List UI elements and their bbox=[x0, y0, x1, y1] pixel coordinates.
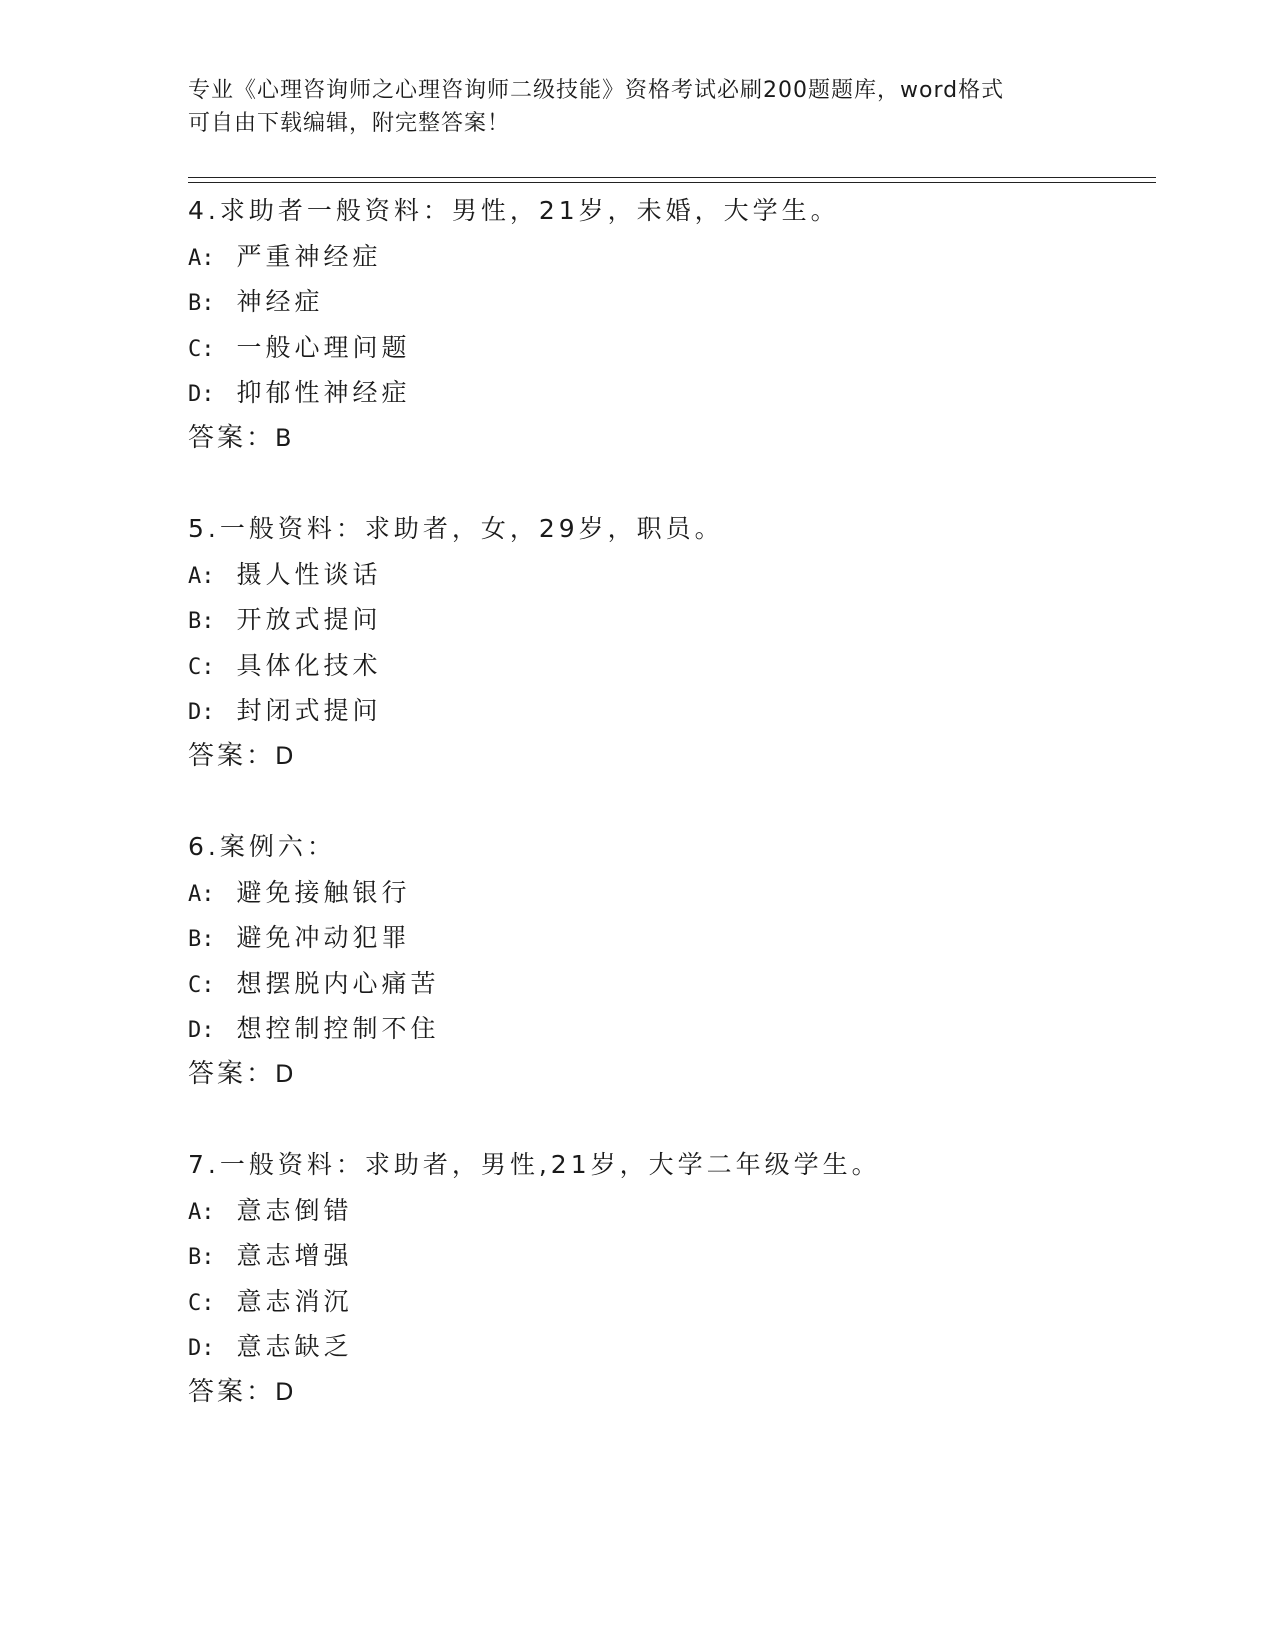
option-text: 想摆脱内心痛苦 bbox=[236, 968, 440, 998]
option-letter: A: bbox=[188, 245, 215, 271]
option-text: 想控制控制不住 bbox=[236, 1014, 440, 1043]
option-letter: D: bbox=[188, 1018, 215, 1043]
answer-label: 答案： bbox=[188, 1058, 276, 1089]
option-letter: C: bbox=[188, 972, 215, 998]
option-b bbox=[188, 279, 1156, 325]
answer-line bbox=[188, 1052, 1156, 1098]
option-text: 封闭式提问 bbox=[236, 696, 382, 725]
option-text: 开放式提问 bbox=[236, 605, 382, 634]
question-stem: 5.一般资料：求助者，女，29岁，职员。 bbox=[188, 514, 724, 543]
header-title-line-1: 专业《心理咨询师之心理咨询师二级技能》资格考试必刷200题题库，word格式 bbox=[188, 78, 1005, 103]
question-stem: 4.求助者一般资料：男性，21岁，未婚，大学生。 bbox=[188, 196, 840, 225]
option-text: 意志消沉 bbox=[236, 1286, 353, 1316]
option-a bbox=[188, 234, 1156, 280]
option-a bbox=[188, 1188, 1156, 1234]
option-letter: C: bbox=[188, 336, 215, 362]
option-c bbox=[188, 1279, 1156, 1325]
option-letter: D: bbox=[188, 382, 215, 407]
document-header bbox=[188, 74, 1088, 140]
option-text: 摄人性谈话 bbox=[236, 559, 382, 589]
answer-value: D bbox=[275, 1059, 294, 1088]
answer-value: D bbox=[275, 1377, 294, 1406]
answer-value: D bbox=[275, 741, 294, 770]
option-letter: B: bbox=[188, 927, 215, 952]
question-block bbox=[188, 188, 1156, 461]
answer-line bbox=[188, 1370, 1156, 1416]
option-text: 避免冲动犯罪 bbox=[236, 923, 411, 952]
option-letter: A: bbox=[188, 881, 215, 907]
option-a bbox=[188, 870, 1156, 916]
option-d bbox=[188, 1006, 1156, 1052]
question-stem: 6.案例六： bbox=[188, 832, 336, 861]
answer-line bbox=[188, 734, 1156, 780]
option-b bbox=[188, 1233, 1156, 1279]
option-b bbox=[188, 915, 1156, 961]
header-divider-top bbox=[188, 177, 1156, 178]
answer-label: 答案： bbox=[188, 740, 276, 771]
option-text: 意志倒错 bbox=[236, 1195, 353, 1225]
option-text: 神经症 bbox=[236, 287, 324, 316]
question-list bbox=[188, 188, 1156, 1460]
option-a bbox=[188, 552, 1156, 598]
option-b bbox=[188, 597, 1156, 643]
option-letter: B: bbox=[188, 291, 215, 316]
option-letter: D: bbox=[188, 1336, 215, 1361]
option-d bbox=[188, 688, 1156, 734]
option-text: 意志增强 bbox=[236, 1241, 353, 1270]
option-text: 严重神经症 bbox=[236, 241, 382, 271]
option-letter: B: bbox=[188, 609, 215, 634]
option-c bbox=[188, 325, 1156, 371]
question-block bbox=[188, 506, 1156, 779]
option-text: 抑郁性神经症 bbox=[236, 378, 411, 407]
option-letter: D: bbox=[188, 700, 215, 725]
option-d bbox=[188, 370, 1156, 416]
header-title-line-2: 可自由下载编辑，附完整答案！ bbox=[188, 111, 511, 136]
answer-label: 答案： bbox=[188, 422, 276, 453]
option-letter: C: bbox=[188, 1290, 215, 1316]
option-letter: A: bbox=[188, 1199, 215, 1225]
header-divider-bottom bbox=[188, 182, 1156, 183]
option-letter: C: bbox=[188, 654, 215, 680]
option-letter: A: bbox=[188, 563, 215, 589]
answer-value: B bbox=[275, 423, 292, 452]
question-block bbox=[188, 1142, 1156, 1415]
option-text: 一般心理问题 bbox=[236, 332, 411, 362]
question-stem: 7.一般资料：求助者，男性,21岁，大学二年级学生。 bbox=[188, 1150, 881, 1179]
option-text: 具体化技术 bbox=[236, 650, 382, 680]
option-c bbox=[188, 643, 1156, 689]
option-text: 避免接触银行 bbox=[236, 877, 411, 907]
question-block bbox=[188, 824, 1156, 1097]
answer-label: 答案： bbox=[188, 1376, 276, 1407]
option-text: 意志缺乏 bbox=[236, 1332, 353, 1361]
answer-line bbox=[188, 416, 1156, 462]
option-c bbox=[188, 961, 1156, 1007]
option-letter: B: bbox=[188, 1245, 215, 1270]
option-d bbox=[188, 1324, 1156, 1370]
